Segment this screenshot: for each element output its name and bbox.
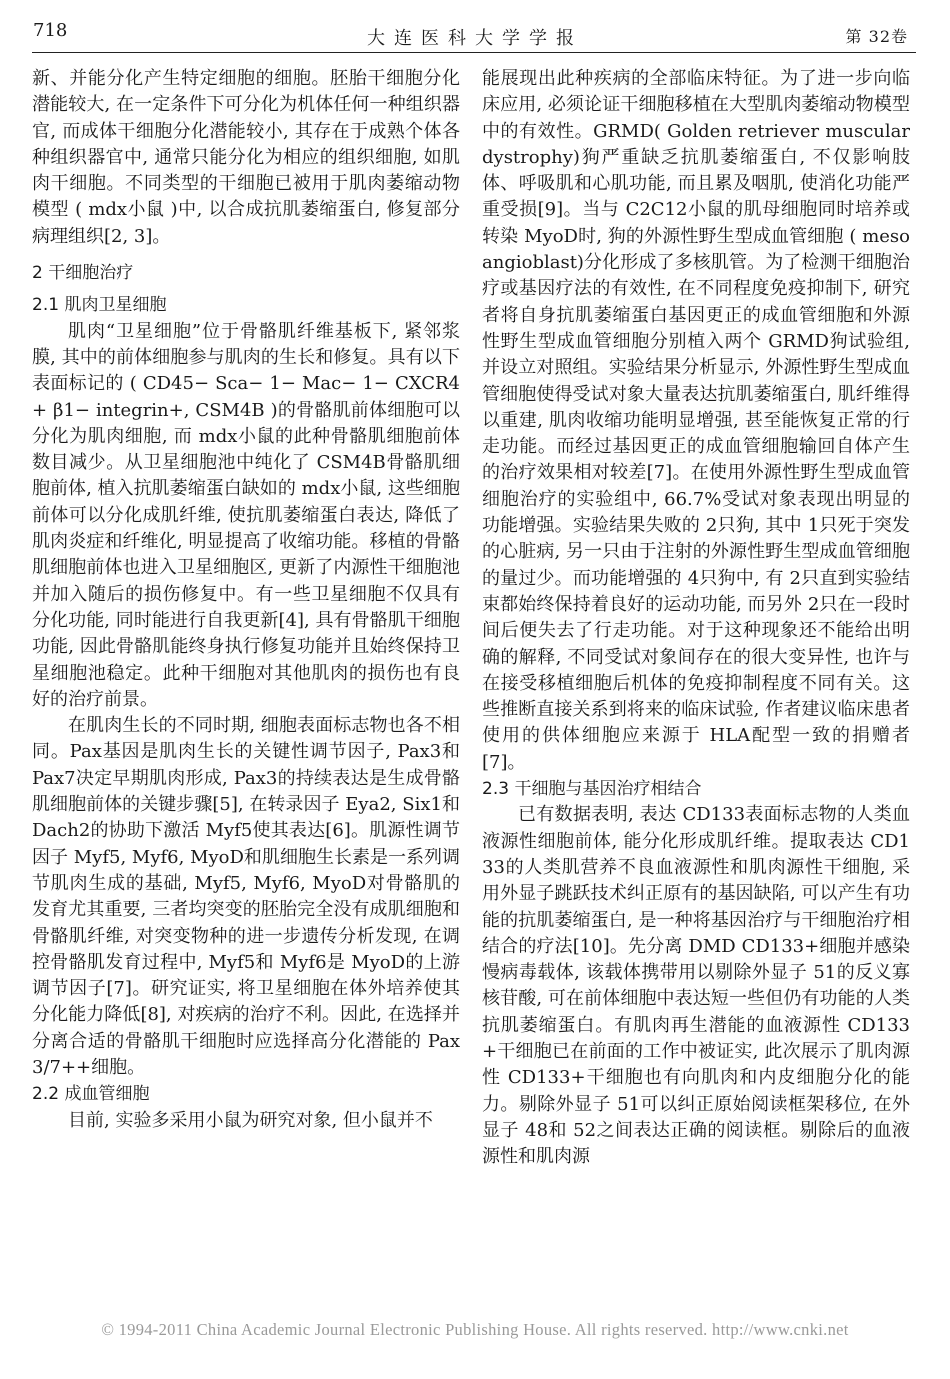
journal-title: 大连医科大学学报: [367, 28, 583, 49]
paragraph: 已有数据表明, 表达 CD133表面标志物的人类血液源性细胞前体, 能分化形成肌纤维。提取表达 CD133的人类肌营养不良血液源性和肌肉源性干细胞, 采用外显子跳跃技术纠正原有的基因缺陷, 可以产生有功能的抗肌萎缩蛋白, 是一种将基因治疗与干细胞治疗相结合的疗法[10]。先分离 DMD CD133+细胞并感染慢病毒载体, 该载体携带用以剔除外显子 51的反义寡核苷酸, 可在前体细胞中表达短一些但仍有功能的人类抗肌萎缩蛋白。有肌肉再生潜能的血液源性 CD133+干细胞已在前面的工作中被证实, 此次展示了肌肉源性 CD133+干细胞也有向肌肉和内皮细胞分化的能力。剔除外显子 51可以纠正原始阅读框架移位, 在外显子 48和 52之间表达正确的阅读框。剔除后的血液源性和肌肉源: [482, 804, 910, 1168]
paragraph: 目前, 实验多采用小鼠为研究对象, 但小鼠并不: [68, 1109, 433, 1131]
header-rule: [32, 52, 916, 53]
subsection-heading: 2.3 干细胞与基因治疗相结合: [482, 779, 702, 800]
subsection-heading: 2.2 成血管细胞: [32, 1084, 150, 1105]
left-column: [32, 66, 460, 1134]
volume-label: 第 32卷: [845, 27, 908, 46]
subsection-heading: 2.1 肌肉卫星细胞: [32, 295, 167, 316]
paragraph: 在肌肉生长的不同时期, 细胞表面标志物也各不相同。Pax基因是肌肉生长的关键性调节因子, Pax3和 Pax7决定早期肌肉形成, Pax3的持续表达是生成骨骼肌细胞前体的关键步骤[5], 在转录因子 Eya2, Six1和 Dach2的协助下激活 Myf5使其表达[6]。肌源性调节因子 Myf5, Myf6, MyoD和肌细胞生长素是一系列调节肌肉生成的基础, Myf5, Myf6, MyoD对骨骼肌的发育尤其重要, 三者均突变的胚胎完全没有成肌细胞和骨骼肌纤维, 对突变物种的进一步遗传分析发现, 在调控骨骼肌发育过程中, Myf5和 Myf6是 MyoD的上游调节因子[7]。研究证实, 将卫星细胞在体外培养使其分化能力降低[8], 对疾病的治疗不利。因此, 在选择并分离合适的骨骼肌干细胞时应选择高分化潜能的 Pax3/7++细胞。: [32, 715, 460, 1078]
page-number: 718: [33, 20, 68, 41]
copyright-footer: © 1994-2011 China Academic Journal Electronic Publishing House. All rights reserved. http://www.cnki.net: [101, 1320, 849, 1339]
page-header: [0, 0, 950, 56]
right-column: [482, 66, 910, 1170]
paragraph: 能展现出此种疾病的全部临床特征。为了进一步向临床应用, 必须论证干细胞移植在大型肌肉萎缩动物模型中的有效性。GRMD( Golden retriever muscular dystrophy)狗严重缺乏抗肌萎缩蛋白, 不仅影响肢体、呼吸肌和心肌功能, 而且累及咽肌, 使消化功能严重受损[9]。当与 C2C12小鼠的肌母细胞同时培养或转染 MyoD时, 狗的外源性野生型成血管细胞 ( mesoangioblast)分化形成了多核肌管。为了检测干细胞治疗或基因疗法的有效性, 在不同程度免疫抑制下, 研究者将自身抗肌萎缩蛋白基因更正的成血管细胞和外源性野生型成血管细胞分别植入两个 GRMD狗试验组, 并设立对照组。实验结果分析显示, 外源性野生型成血管细胞使得受试对象大量表达抗肌萎缩蛋白, 肌纤维得以重建, 肌肉收缩功能明显增强, 甚至能恢复正常的行走功能。而经过基因更正的成血管细胞输回自体产生的治疗效果相对较差[7]。在使用外源性野生型成血管细胞治疗的实验组中, 66.7%受试对象表现出明显的功能增强。实验结果失败的 2只狗, 其中 1只死于突发的心脏病, 另一只由于注射的外源性野生型成血管细胞的量过少。而功能增强的 4只狗中, 有 2只直到实验结束都始终保持着良好的运动功能, 而另外 2只在一段时间后便失去了行走功能。对于这种现象还不能给出明确的解释, 不同受试对象间存在的很大变异性, 也许与在接受移植细胞后机体的免疫抑制程度不同有关。这些推断直接关系到将来的临床试验, 作者建议临床患者使用的供体细胞应来源于 HLA配型一致的捐赠者[7]。: [482, 68, 910, 773]
paragraph: 肌肉“卫星细胞”位于骨骼肌纤维基板下, 紧邻浆膜, 其中的前体细胞参与肌肉的生长和修复。具有以下表面标记的 ( CD45− Sca− 1− Mac− 1− CXCR4+ β1− integrin+, CSM4B )的骨骼肌前体细胞可以分化为肌肉细胞, 而 mdx小鼠的此种骨骼肌细胞前体数目减少。从卫星细胞池中纯化了 CSM4B骨骼肌细胞前体, 植入抗肌萎缩蛋白缺如的 mdx小鼠, 这些细胞前体可以分化成肌纤维, 使抗肌萎缩蛋白表达, 降低了肌肉炎症和纤维化, 明显提高了收缩功能。移植的骨骼肌细胞前体也进入卫星细胞区, 更新了内源性干细胞池并加入随后的损伤修复中。有一些卫星细胞不仅具有分化功能, 同时能进行自我更新[4], 具有骨骼肌干细胞功能, 因此骨骼肌能终身执行修复功能并且始终保持卫星细胞池稳定。此种干细胞对其他肌肉的损伤也有良好的治疗前景。: [32, 320, 460, 710]
section-heading: 2 干细胞治疗: [32, 263, 134, 284]
paragraph: 新、并能分化产生特定细胞的细胞。胚胎干细胞分化潜能较大, 在一定条件下可分化为机体任何一种组织器官, 而成体干细胞分化潜能较小, 其存在于成熟个体各种组织器官中, 通常只能分化为相应的组织细胞, 如肌肉干细胞。不同类型的干细胞已被用于肌肉萎缩动物模型 ( mdx小鼠 )中, 以合成抗肌萎缩蛋白, 修复部分病理组织[2, 3]。: [32, 68, 460, 247]
